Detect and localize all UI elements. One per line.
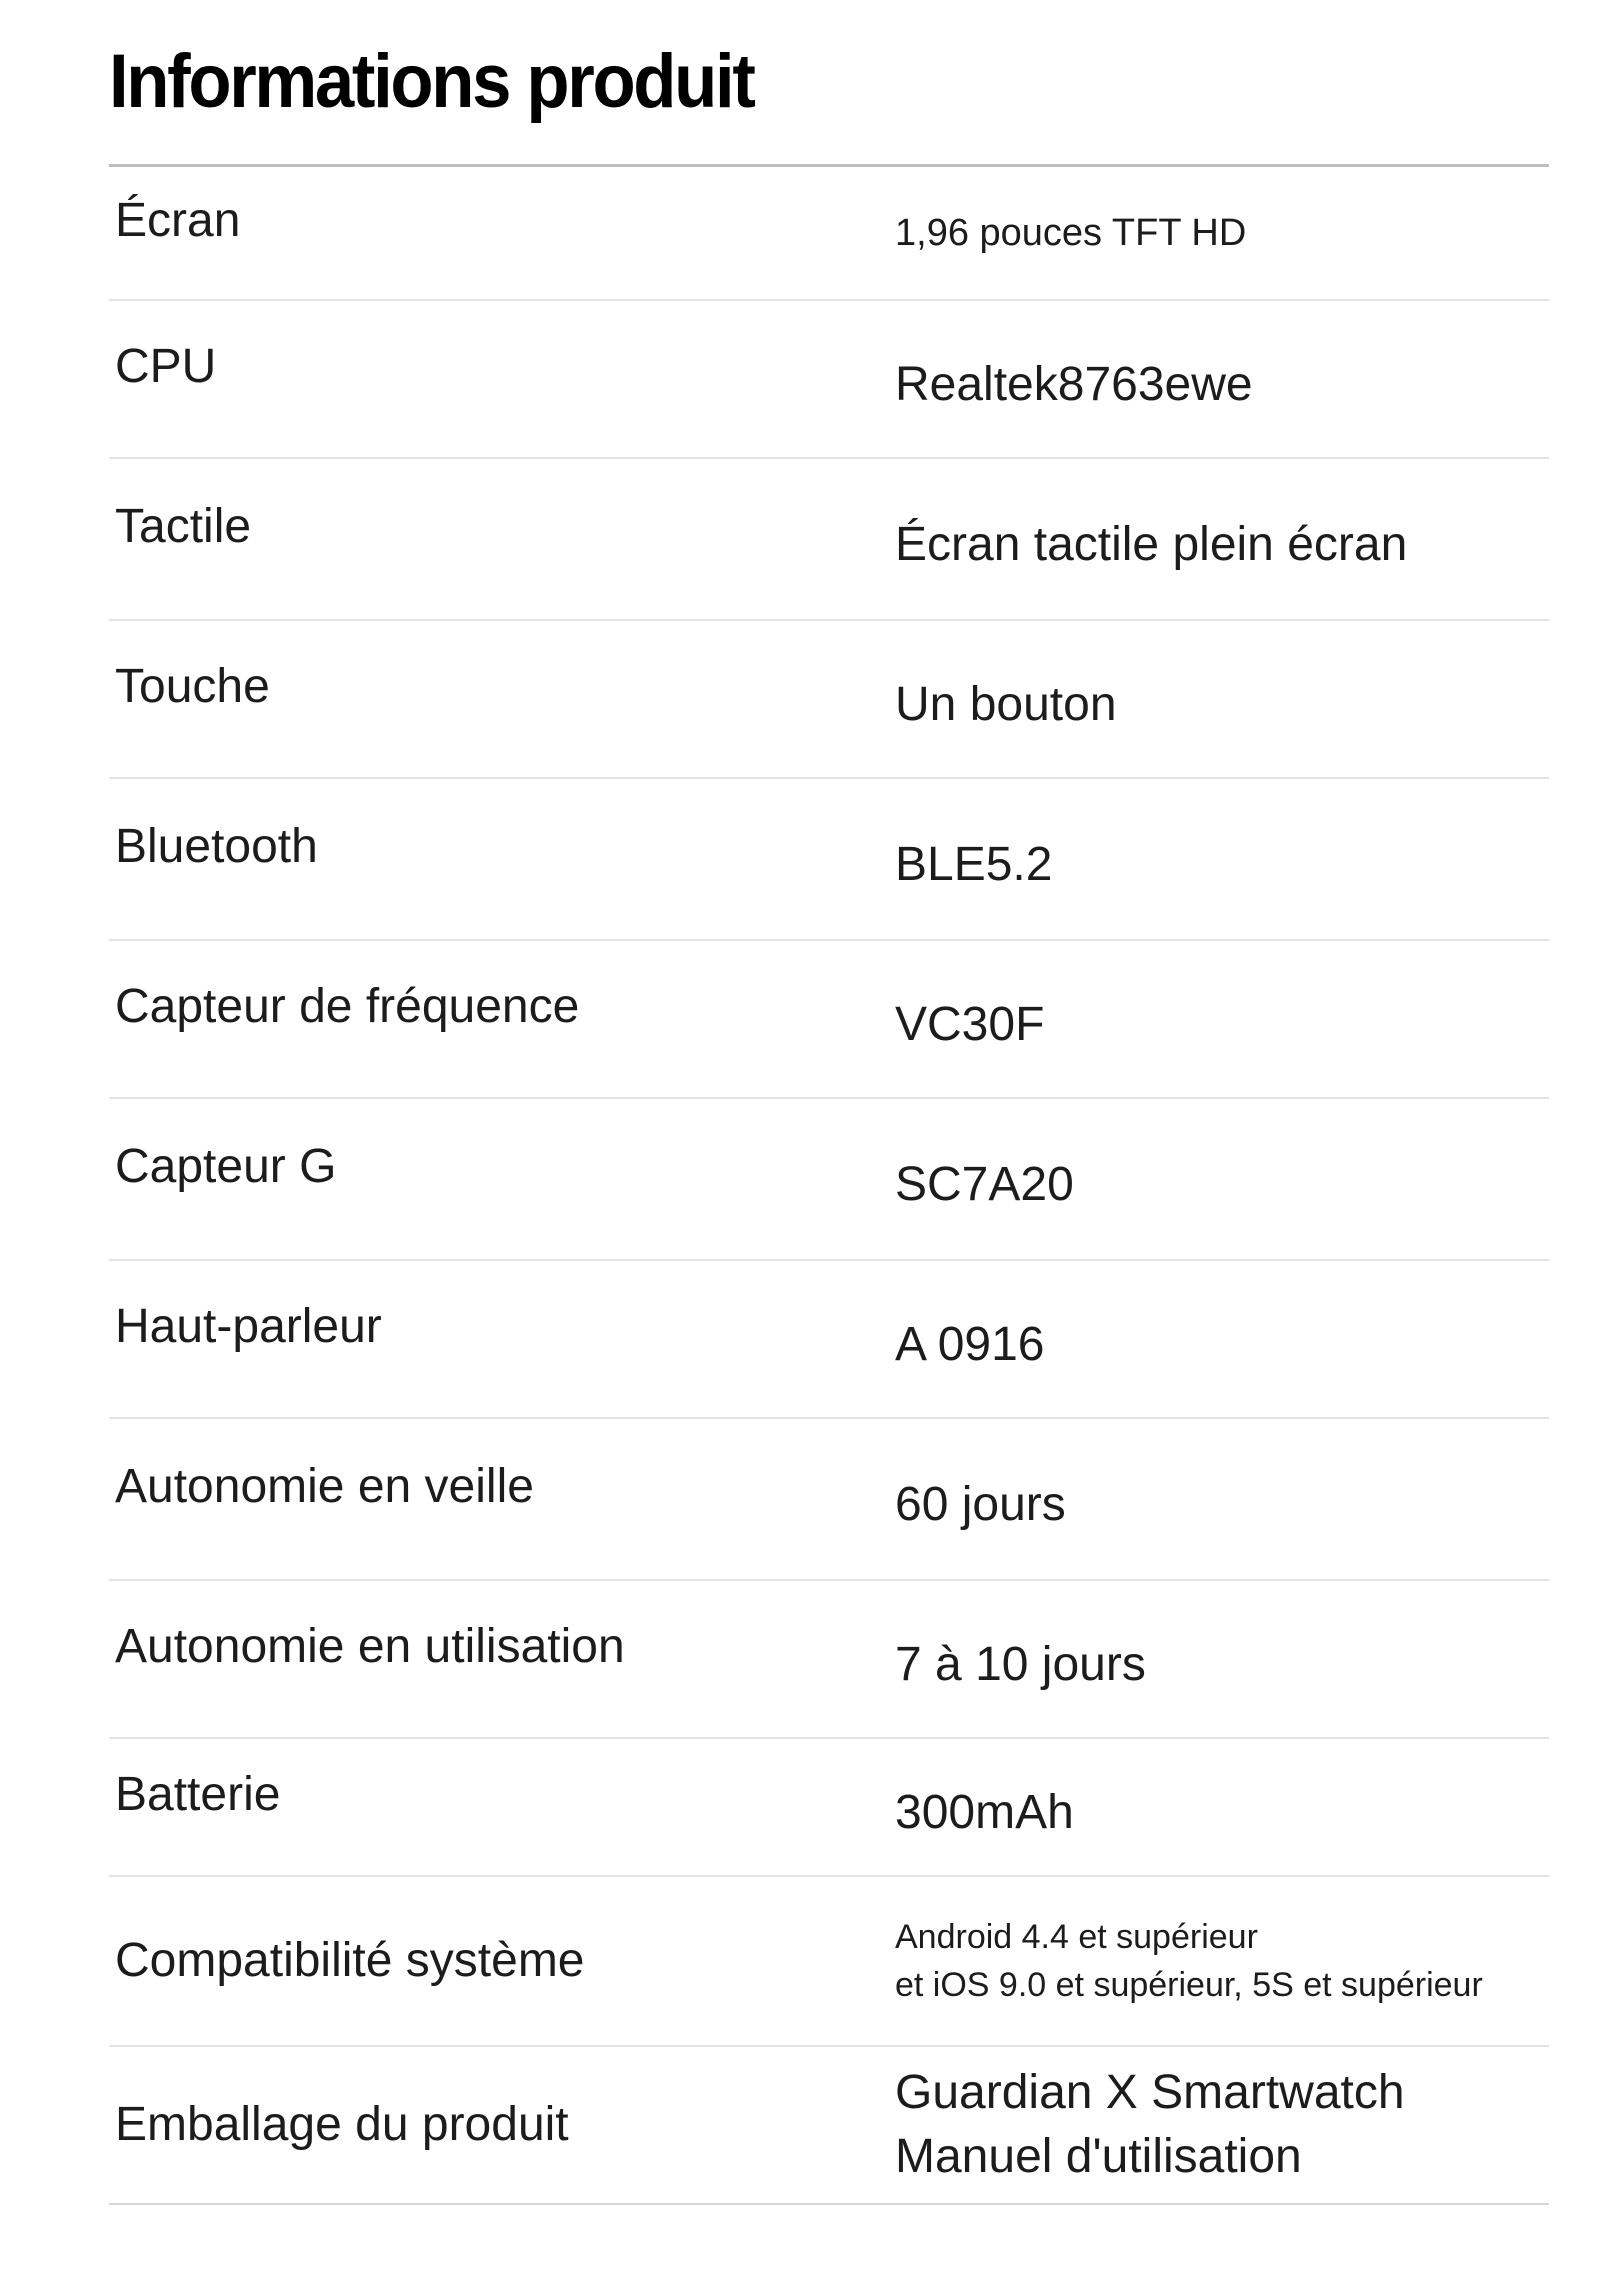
- spec-value-line: A 0916: [895, 1318, 1045, 1371]
- spec-value-line: Realtek8763ewe: [895, 358, 1253, 411]
- spec-row-autonomie-utilisation: [109, 1581, 1549, 1739]
- spec-row-tactile: [109, 459, 1549, 621]
- spec-label: Emballage du produit: [115, 2098, 569, 2151]
- spec-value: [895, 1316, 1549, 1374]
- spec-value-line: SC7A20: [895, 1158, 1074, 1211]
- spec-value-line: et iOS 9.0 et supérieur, 5S et supérieur: [895, 1966, 1483, 2004]
- spec-row-touche: [109, 621, 1549, 779]
- spec-row-emballage: [109, 2047, 1549, 2205]
- spec-value: [895, 996, 1549, 1054]
- spec-label: Autonomie en veille: [115, 1460, 534, 1513]
- spec-value: [895, 516, 1549, 574]
- spec-table: [109, 167, 1549, 2205]
- spec-value: [895, 836, 1549, 894]
- spec-label: Haut-parleur: [115, 1300, 382, 1353]
- spec-value: [895, 1156, 1549, 1214]
- spec-label: Batterie: [115, 1768, 281, 1821]
- spec-value-line: VC30F: [895, 998, 1045, 1051]
- spec-value: [895, 1636, 1549, 1694]
- spec-label: CPU: [115, 340, 217, 393]
- spec-value-line: BLE5.2: [895, 838, 1053, 891]
- spec-label: Touche: [115, 660, 270, 713]
- spec-value-line: Android 4.4 et supérieur: [895, 1918, 1258, 1956]
- spec-value: [895, 209, 1549, 257]
- spec-row-compatibilite: [109, 1877, 1549, 2047]
- page-title: Informations produit: [109, 39, 754, 124]
- spec-label: Compatibilité système: [115, 1934, 585, 1987]
- spec-row-haut-parleur: [109, 1261, 1549, 1419]
- spec-value: [895, 1913, 1549, 2009]
- spec-row-cpu: [109, 301, 1549, 459]
- spec-row-autonomie-veille: [109, 1419, 1549, 1581]
- spec-value: [895, 2061, 1549, 2189]
- spec-row-ecran: [109, 167, 1549, 301]
- spec-label: Capteur de fréquence: [115, 980, 580, 1033]
- spec-value-line: 300mAh: [895, 1786, 1074, 1839]
- spec-label: Capteur G: [115, 1140, 337, 1193]
- spec-value-line: 7 à 10 jours: [895, 1638, 1146, 1691]
- spec-label: Autonomie en utilisation: [115, 1620, 625, 1673]
- spec-value: [895, 356, 1549, 414]
- spec-row-batterie: [109, 1739, 1549, 1877]
- spec-value-line: Manuel d'utilisation: [895, 2130, 1302, 2183]
- spec-value-line: 60 jours: [895, 1478, 1066, 1531]
- spec-label: Bluetooth: [115, 820, 318, 873]
- spec-value: [895, 676, 1549, 734]
- spec-value: [895, 1784, 1549, 1842]
- spec-value-line: 1,96 pouces TFT HD: [895, 212, 1247, 254]
- spec-value-line: Un bouton: [895, 678, 1117, 731]
- spec-value: [895, 1476, 1549, 1534]
- spec-row-bluetooth: [109, 779, 1549, 941]
- spec-row-capteur-g: [109, 1099, 1549, 1261]
- spec-row-capteur-frequence: [109, 941, 1549, 1099]
- spec-label: Écran: [115, 194, 241, 247]
- spec-value-line: Écran tactile plein écran: [895, 518, 1408, 571]
- spec-value-line: Guardian X Smartwatch: [895, 2066, 1405, 2119]
- spec-label: Tactile: [115, 500, 252, 553]
